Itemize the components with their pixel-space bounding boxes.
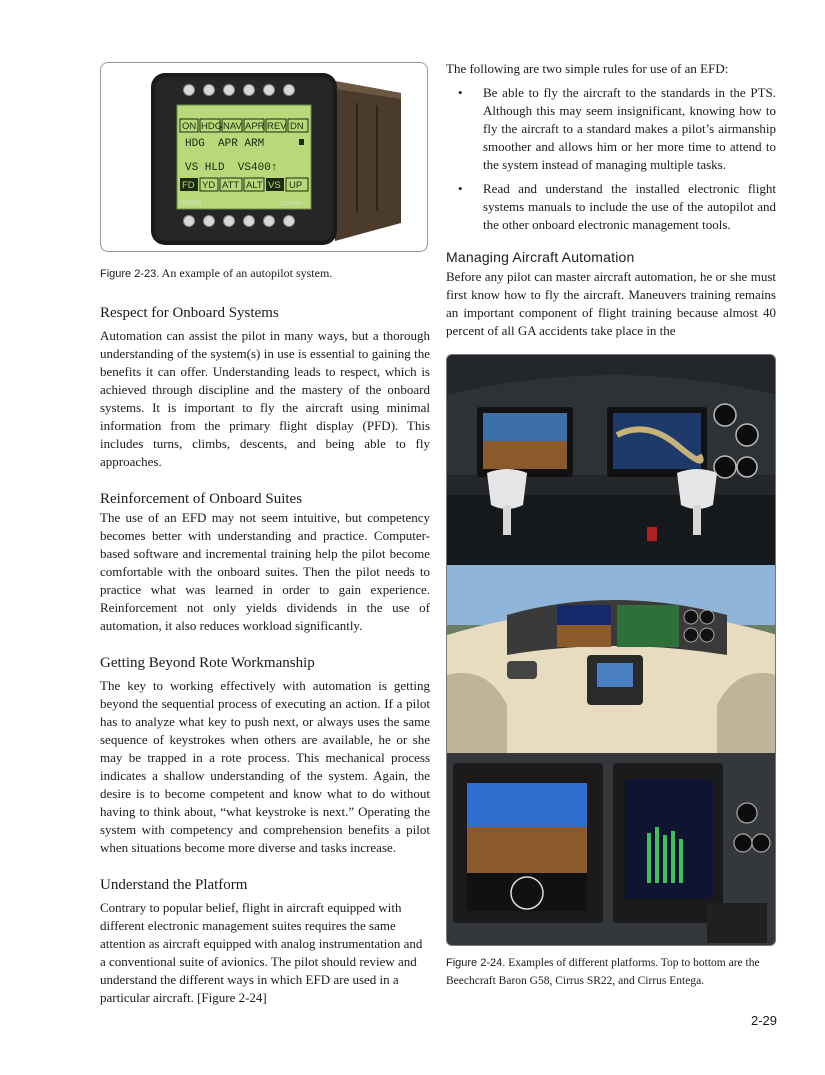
- lcd-line-vs: VS HLD VS400↑: [185, 162, 278, 174]
- figure-2-24-platforms: [446, 354, 776, 946]
- section-heading: Respect for Onboard Systems: [100, 305, 279, 321]
- section-heading: Reinforcement of Onboard Suites: [100, 491, 303, 507]
- brand-label-right: CENTURY: [279, 201, 303, 207]
- lcd-key-apr: APR: [245, 121, 265, 132]
- lcd-key-dn: DN: [290, 121, 304, 132]
- section-managing-automation: [446, 248, 776, 340]
- rules-list: [446, 84, 776, 234]
- rule-text: Read and understand the installed electronic flight systems manuals to include the use of the autopilot and the other onboard electronic management tools.: [483, 181, 776, 232]
- lcd-key-nav: NAV: [223, 121, 242, 132]
- section-body: Contrary to popular belief, flight in aircraft equipped with different electronic management suites requires the same attention as aircraft equipped with analog instrumentation and a conventional suite of avionics. The pilot should review and understand the different ways in which EFD are used in a particular aircraft. [Figure 2-24]: [100, 900, 423, 1005]
- lcd-key-rev: REV: [267, 121, 287, 132]
- cockpit-photo-baron: [447, 355, 775, 565]
- lcd-key-fd: FD: [182, 180, 195, 191]
- list-item: [446, 180, 776, 234]
- section-respect: [100, 303, 430, 471]
- figure-2-24-caption: [446, 954, 776, 990]
- lcd-key-hdg: HDG: [201, 121, 223, 132]
- lcd-key-yd: YD: [202, 180, 216, 191]
- section-heading: Getting Beyond Rote Workmanship: [100, 655, 315, 671]
- lcd-key-att: ATT: [222, 180, 240, 191]
- caption-text: An example of an autopilot system.: [161, 266, 333, 280]
- lcd-key-on: ON: [182, 121, 197, 132]
- section-body: The key to working effectively with automation is getting beyond the sequential process of executing an action. If a pilot has to analyze what key to push next, or always uses the same sequence of keystrokes when others are available, he or she may be trapped in a rote process. This mechanical process indicates a shallow understanding of the system. Again, the desire is to become competent and know what to do without having to think about, “what keystroke is next.” Operating the system with competency and comprehension benefits a pilot when situations become more diverse and tasks increase.: [100, 678, 430, 855]
- rule-text: Be able to fly the aircraft to the standards in the PTS. Although this may seem insignificant, knowing how to fly the aircraft to a standard makes a pilot’s airmanship smoother and allows him or her more time to attend to the system instead of managing multiple tasks.: [483, 85, 776, 172]
- lcd-key-up: UP: [289, 180, 303, 191]
- page-number: 2-29: [750, 1013, 777, 1028]
- section-platform: [100, 875, 430, 1007]
- section-heading: Managing Aircraft Automation: [446, 249, 635, 265]
- rules-intro: The following are two simple rules for use of an EFD:: [446, 61, 729, 76]
- cockpit-photo-sr22: [447, 565, 775, 753]
- bullet-glyph: •: [458, 85, 463, 100]
- figure-2-23-autopilot: [100, 62, 428, 252]
- figure-2-23-caption: [100, 264, 430, 283]
- left-column: [100, 62, 430, 1007]
- section-reinforcement: [100, 489, 430, 635]
- caption-text: Examples of different platforms. Top to bottom are the Beechcraft Baron G58, Cirrus SR22, and Cirrus Entega.: [446, 957, 760, 987]
- right-column: [446, 60, 776, 990]
- lcd-key-alt: ALT: [246, 180, 263, 191]
- section-body: Before any pilot can master aircraft automation, he or she must first know how to fly the aircraft. Maneuvers training remains an important component of flight training because almost 40 percent of all GA accidents take place in the: [446, 269, 776, 338]
- section-heading: Understand the Platform: [100, 877, 248, 893]
- cockpit-photo-entega: [447, 753, 775, 946]
- section-rote: [100, 653, 430, 857]
- section-body: Automation can assist the pilot in many ways, but a thorough understanding of the system(s) in use is essential to gaining the benefits it can offer. Understanding leads to respect, which is achieved through discipline and the mastery of the onboard systems. It is important to fly the aircraft using minimal information from the primary flight display (PFD). This includes turns, climbs, descents, and being able to fly approaches.: [100, 328, 430, 469]
- lcd-line-mode: HDG APR ARM: [185, 138, 265, 150]
- autopilot-illustration: [101, 63, 429, 253]
- caption-label: Figure 2-24.: [446, 957, 506, 969]
- section-body: The use of an EFD may not seem intuitive, but competency becomes better with understanding and practice. Computer-based software and incremental training help the pilot become comfortable with the onboard suites. Then the pilot needs to practice what was learned in order to gain experience. Reinforcement not only yields dividends in the use of automation, it also reduces workload significantly.: [100, 510, 430, 633]
- caption-label: Figure 2-23.: [100, 268, 160, 280]
- bullet-glyph: •: [458, 181, 463, 196]
- list-item: [446, 84, 776, 174]
- brand-label: TRIDEN: [179, 201, 202, 207]
- lcd-key-vs: VS: [268, 180, 281, 191]
